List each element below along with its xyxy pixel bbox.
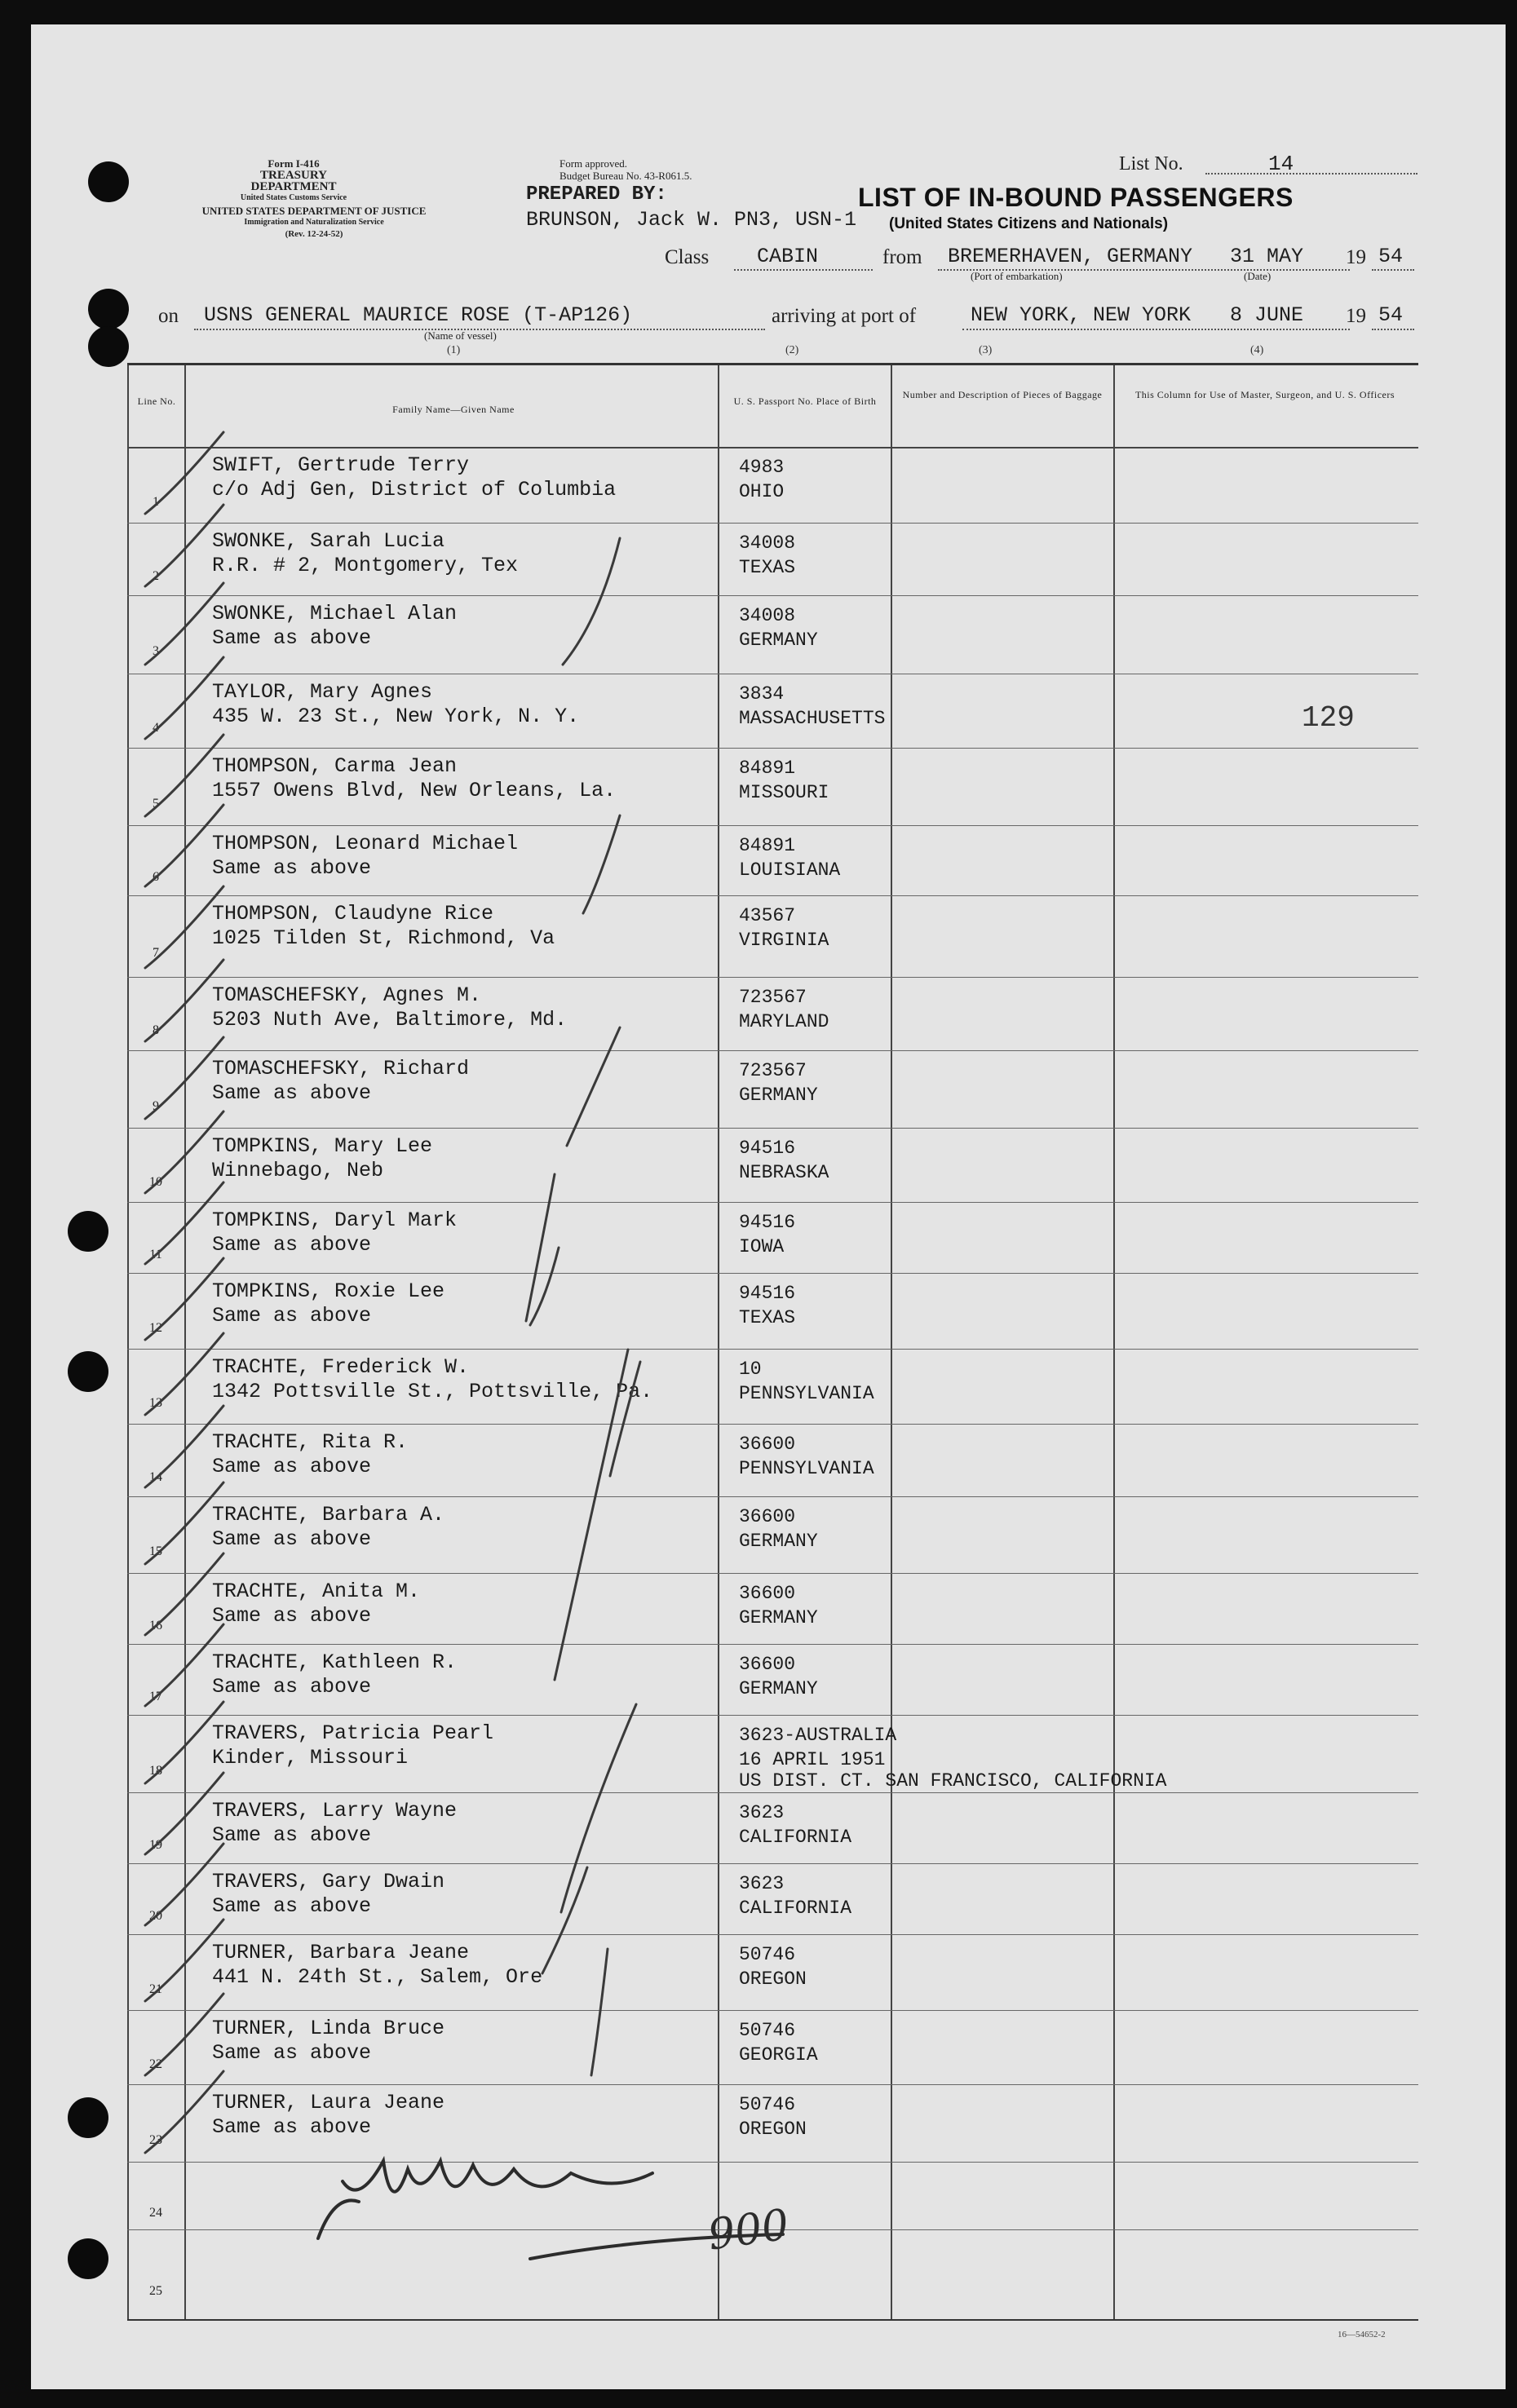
line-number: 17 bbox=[149, 1690, 162, 1703]
passenger-name: TRACHTE, Barbara A. bbox=[212, 1503, 445, 1527]
header-baggage: Number and Description of Pieces of Baggage bbox=[902, 389, 1103, 400]
passenger-address: Same as above bbox=[212, 1455, 372, 1478]
line-number: 24 bbox=[149, 2206, 162, 2220]
place-of-birth: 16 APRIL 1951 bbox=[739, 1749, 886, 1770]
check-mark bbox=[145, 1844, 223, 1925]
form-number: Form I-416 bbox=[268, 157, 320, 170]
place-of-birth: LOUISIANA bbox=[739, 859, 841, 881]
passenger-name: TRAVERS, Patricia Pearl bbox=[212, 1721, 494, 1745]
passenger-address: Same as above bbox=[212, 1081, 372, 1105]
passenger-address: Same as above bbox=[212, 1823, 372, 1847]
page-title: LIST OF IN-BOUND PASSENGERS bbox=[858, 183, 1294, 212]
place-of-birth: OREGON bbox=[739, 2119, 807, 2140]
passenger-name: TRACHTE, Rita R. bbox=[212, 1430, 409, 1454]
place-of-birth: PENNSYLVANIA bbox=[739, 1458, 874, 1479]
passenger-name: TRACHTE, Frederick W. bbox=[212, 1355, 470, 1379]
passport-number: 34008 bbox=[739, 605, 796, 626]
passenger-address: Same as above bbox=[212, 1604, 372, 1628]
header-name: Family Name—Given Name bbox=[392, 404, 515, 415]
customs-service: United States Customs Service bbox=[240, 193, 347, 202]
line-number: 6 bbox=[153, 870, 159, 884]
place-of-birth: PENNSYLVANIA bbox=[739, 1383, 874, 1404]
year-prefix: 19 bbox=[1346, 246, 1366, 268]
place-of-birth: GEORGIA bbox=[739, 2044, 818, 2066]
justice-dept: UNITED STATES DEPARTMENT OF JUSTICE bbox=[201, 205, 427, 217]
passenger-name: TOMASCHEFSKY, Agnes M. bbox=[212, 983, 482, 1007]
passport-number: 36600 bbox=[739, 1434, 796, 1455]
passenger-name: TURNER, Laura Jeane bbox=[212, 2091, 445, 2114]
check-mark bbox=[145, 1182, 223, 1264]
footer-code: 16—54652-2 bbox=[1338, 2330, 1386, 2340]
class-value: CABIN bbox=[757, 245, 819, 268]
line-number: 5 bbox=[153, 797, 159, 811]
header-passport: U. S. Passport No. Place of Birth bbox=[733, 395, 877, 407]
passenger-name: TOMASCHEFSKY, Richard bbox=[212, 1057, 470, 1080]
passport-number: 3834 bbox=[739, 683, 785, 705]
passenger-name: SWIFT, Gertrude Terry bbox=[212, 453, 470, 477]
line-number: 8 bbox=[153, 1023, 159, 1037]
place-of-birth: VIRGINIA bbox=[739, 930, 829, 951]
officer-note: 129 bbox=[1302, 701, 1355, 735]
passport-number: 50746 bbox=[739, 1944, 796, 1965]
passenger-address: Same as above bbox=[212, 1233, 372, 1257]
list-no-value: 14 bbox=[1268, 152, 1294, 176]
line-number: 1 bbox=[153, 495, 159, 509]
passenger-name: TOMPKINS, Roxie Lee bbox=[212, 1279, 445, 1303]
check-mark bbox=[145, 1406, 223, 1487]
on-label: on bbox=[158, 305, 179, 327]
check-mark bbox=[145, 1553, 223, 1635]
passenger-address: R.R. # 2, Montgomery, Tex bbox=[212, 554, 519, 577]
passport-number: 94516 bbox=[739, 1212, 796, 1233]
check-mark bbox=[145, 657, 223, 739]
place-of-birth: OHIO bbox=[739, 481, 785, 502]
passport-number: 34008 bbox=[739, 532, 796, 554]
treasury-dept: TREASURY DEPARTMENT bbox=[250, 169, 337, 193]
passenger-address: Same as above bbox=[212, 1675, 372, 1699]
passport-number: 10 bbox=[739, 1359, 762, 1380]
from-year: 54 bbox=[1378, 245, 1404, 268]
place-of-birth: NEBRASKA bbox=[739, 1162, 829, 1183]
place-of-birth: TEXAS bbox=[739, 557, 796, 578]
place-of-birth: MARYLAND bbox=[739, 1011, 829, 1032]
budget-bureau: Budget Bureau No. 43-R061.5. bbox=[559, 170, 692, 182]
check-mark bbox=[145, 735, 223, 816]
check-mark bbox=[145, 1773, 223, 1854]
passenger-name: TOMPKINS, Daryl Mark bbox=[212, 1208, 458, 1232]
line-number: 14 bbox=[149, 1470, 162, 1484]
check-mark bbox=[145, 583, 223, 665]
place-of-birth: CALIFORNIA bbox=[739, 1898, 852, 1919]
from-port: BREMERHAVEN, GERMANY bbox=[948, 245, 1193, 268]
place-of-birth: GERMANY bbox=[739, 1531, 818, 1552]
passport-number: 3623 bbox=[739, 1802, 785, 1823]
place-of-birth: GERMANY bbox=[739, 1678, 818, 1699]
passenger-address: Same as above bbox=[212, 1304, 372, 1328]
line-number: 16 bbox=[149, 1619, 162, 1633]
line-number: 10 bbox=[149, 1175, 162, 1189]
prepared-label: PREPARED BY: bbox=[526, 183, 667, 205]
page-subtitle: (United States Citizens and Nationals) bbox=[889, 215, 1169, 232]
passenger-name: SWONKE, Sarah Lucia bbox=[212, 529, 445, 553]
line-number: 20 bbox=[149, 1909, 162, 1923]
check-mark bbox=[145, 1482, 223, 1564]
passport-number: 723567 bbox=[739, 987, 807, 1008]
arriving-label: arriving at port of bbox=[772, 305, 917, 327]
check-mark bbox=[145, 960, 223, 1041]
line-number: 13 bbox=[149, 1396, 162, 1410]
place-of-birth: GERMANY bbox=[739, 630, 818, 651]
line-number: 18 bbox=[149, 1764, 162, 1778]
passport-number: 36600 bbox=[739, 1506, 796, 1527]
passport-number: 50746 bbox=[739, 2020, 796, 2041]
passenger-address: 435 W. 23 St., New York, N. Y. bbox=[212, 705, 580, 728]
passenger-address: Same as above bbox=[212, 1894, 372, 1918]
check-mark bbox=[145, 886, 223, 968]
passport-number: 94516 bbox=[739, 1138, 796, 1159]
line-number: 19 bbox=[149, 1838, 162, 1852]
passenger-name: SWONKE, Michael Alan bbox=[212, 602, 458, 625]
check-mark bbox=[145, 505, 223, 586]
passport-number: 3623-AUSTRALIA bbox=[739, 1725, 897, 1746]
passport-number: 84891 bbox=[739, 835, 796, 856]
revision: (Rev. 12-24-52) bbox=[285, 229, 343, 239]
from-label: from bbox=[882, 246, 922, 268]
passport-number: 3623 bbox=[739, 1873, 785, 1894]
passenger-address: Same as above bbox=[212, 2115, 372, 2139]
line-number: 11 bbox=[149, 1248, 162, 1261]
passenger-name: TRACHTE, Anita M. bbox=[212, 1580, 421, 1603]
place-of-birth: TEXAS bbox=[739, 1307, 796, 1328]
check-mark bbox=[145, 1258, 223, 1340]
arrive-year-prefix: 19 bbox=[1346, 305, 1366, 327]
line-number: 4 bbox=[153, 721, 159, 735]
check-mark bbox=[145, 1333, 223, 1415]
check-mark bbox=[145, 805, 223, 886]
passenger-address: 5203 Nuth Ave, Baltimore, Md. bbox=[212, 1008, 568, 1032]
passport-number: 723567 bbox=[739, 1060, 807, 1081]
class-label: Class bbox=[665, 246, 710, 268]
place-of-birth: OREGON bbox=[739, 1968, 807, 1990]
passenger-address: 441 N. 24th St., Salem, Ore bbox=[212, 1965, 543, 1989]
passenger-address: c/o Adj Gen, District of Columbia bbox=[212, 478, 617, 501]
line-number: 21 bbox=[149, 1982, 162, 1996]
passport-number: 4983 bbox=[739, 457, 785, 478]
handwritten-total: 900 bbox=[705, 2200, 792, 2260]
line-number: 9 bbox=[153, 1099, 159, 1113]
passport-number: 94516 bbox=[739, 1283, 796, 1304]
place-of-birth: IOWA bbox=[739, 1236, 785, 1257]
port-embark-caption: (Port of embarkation) bbox=[971, 270, 1063, 282]
passenger-name: TURNER, Linda Bruce bbox=[212, 2017, 445, 2040]
check-mark bbox=[145, 2071, 223, 2153]
passenger-address: Same as above bbox=[212, 2041, 372, 2065]
passport-number: 36600 bbox=[739, 1654, 796, 1675]
header-line-no: Line No. bbox=[137, 395, 176, 407]
passenger-name: TRACHTE, Kathleen R. bbox=[212, 1650, 458, 1674]
place-of-birth: CALIFORNIA bbox=[739, 1827, 852, 1848]
place-of-birth: MISSOURI bbox=[739, 782, 829, 803]
check-mark bbox=[145, 432, 223, 514]
ins-service: Immigration and Naturalization Service bbox=[244, 218, 384, 227]
from-date: 31 MAY bbox=[1230, 245, 1304, 268]
passenger-address: Kinder, Missouri bbox=[212, 1746, 409, 1770]
check-mark bbox=[145, 1994, 223, 2075]
passenger-address: Same as above bbox=[212, 856, 372, 880]
header-officers: This Column for Use of Master, Surgeon, and U. S. Officers bbox=[1134, 389, 1395, 400]
passenger-name: TRAVERS, Gary Dwain bbox=[212, 1870, 445, 1893]
vessel-caption: (Name of vessel) bbox=[424, 329, 497, 342]
passenger-address: Winnebago, Neb bbox=[212, 1159, 384, 1182]
passenger-name: TAYLOR, Mary Agnes bbox=[212, 680, 433, 704]
passenger-name: THOMPSON, Leonard Michael bbox=[212, 832, 519, 855]
arrive-year: 54 bbox=[1378, 303, 1404, 327]
col-num-2: (2) bbox=[785, 344, 799, 356]
line-number: 23 bbox=[149, 2133, 162, 2147]
line-number: 7 bbox=[153, 946, 159, 960]
check-mark bbox=[145, 1702, 223, 1783]
line-number: 25 bbox=[149, 2284, 162, 2298]
prepared-value: BRUNSON, Jack W. PN3, USN-1 bbox=[526, 208, 857, 232]
col-num-3: (3) bbox=[979, 344, 993, 356]
check-mark bbox=[145, 1920, 223, 2001]
passenger-address: 1025 Tilden St, Richmond, Va bbox=[212, 926, 555, 950]
vessel-name: USNS GENERAL MAURICE ROSE (T-AP126) bbox=[204, 303, 633, 327]
line-number: 15 bbox=[149, 1544, 162, 1558]
line-number: 12 bbox=[149, 1321, 162, 1335]
passport-number: 43567 bbox=[739, 905, 796, 926]
line-number: 2 bbox=[153, 569, 159, 583]
col-num-4: (4) bbox=[1250, 344, 1264, 356]
check-mark bbox=[145, 1111, 223, 1193]
check-mark bbox=[145, 1624, 223, 1706]
passport-number: 84891 bbox=[739, 758, 796, 779]
passenger-address: 1557 Owens Blvd, New Orleans, La. bbox=[212, 779, 617, 802]
arrive-date: 8 JUNE bbox=[1230, 303, 1304, 327]
naturalization-note: US DIST. CT. SAN FRANCISCO, CALIFORNIA bbox=[739, 1770, 1167, 1792]
passenger-name: TURNER, Barbara Jeane bbox=[212, 1941, 470, 1964]
place-of-birth: GERMANY bbox=[739, 1607, 818, 1628]
passenger-name: THOMPSON, Claudyne Rice bbox=[212, 902, 494, 926]
passenger-name: TRAVERS, Larry Wayne bbox=[212, 1799, 458, 1823]
arrive-port: NEW YORK, NEW YORK bbox=[971, 303, 1192, 327]
col-num-1: (1) bbox=[447, 344, 461, 356]
line-number: 3 bbox=[153, 644, 159, 658]
passenger-name: TOMPKINS, Mary Lee bbox=[212, 1134, 433, 1158]
passport-number: 50746 bbox=[739, 2094, 796, 2115]
passenger-name: THOMPSON, Carma Jean bbox=[212, 754, 458, 778]
passport-number: 36600 bbox=[739, 1583, 796, 1604]
passenger-address: Same as above bbox=[212, 1527, 372, 1551]
form-approved: Form approved. bbox=[559, 157, 628, 170]
passenger-address: Same as above bbox=[212, 626, 372, 650]
check-mark bbox=[145, 1037, 223, 1119]
passenger-address: 1342 Pottsville St., Pottsville, Pa. bbox=[212, 1380, 653, 1403]
list-no-label: List No. bbox=[1119, 153, 1183, 175]
date-caption: (Date) bbox=[1244, 270, 1272, 282]
place-of-birth: MASSACHUSETTS bbox=[739, 708, 886, 729]
line-number: 22 bbox=[149, 2057, 162, 2071]
place-of-birth: GERMANY bbox=[739, 1085, 818, 1106]
